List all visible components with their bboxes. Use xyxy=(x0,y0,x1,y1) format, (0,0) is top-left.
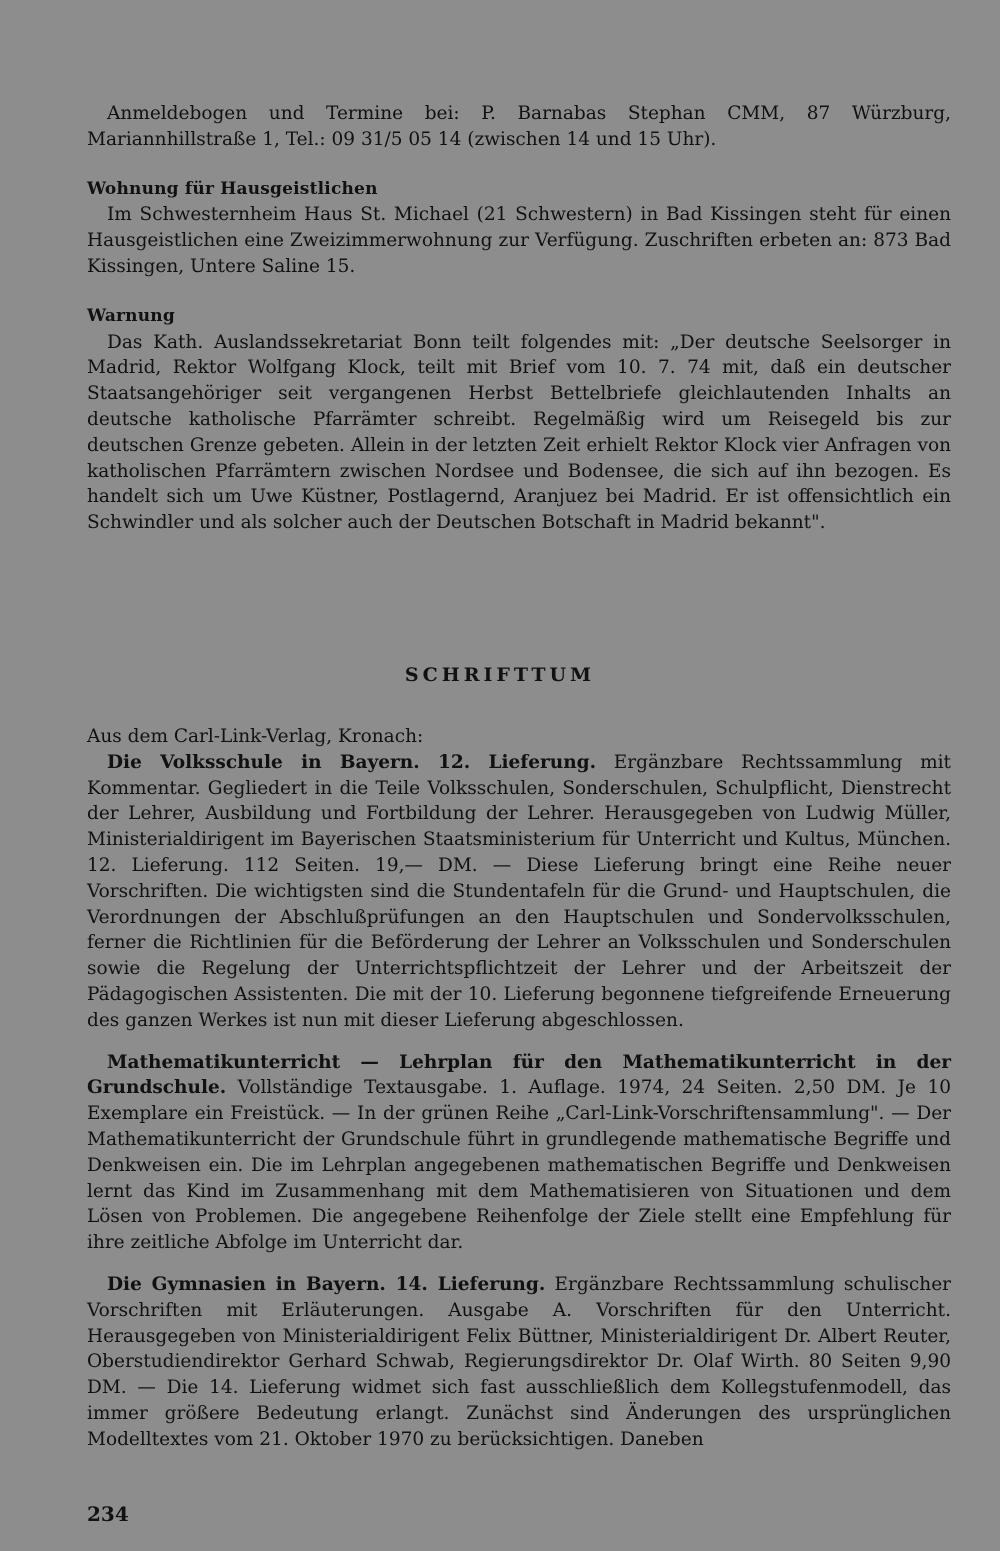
notice-heading-housing: Wohnung für Hausgeistlichen xyxy=(87,178,378,199)
publisher-line: Aus dem Carl-Link-Verlag, Kronach: xyxy=(87,726,424,747)
review-paragraph xyxy=(87,1050,951,1256)
notice-text-housing: Im Schwesternheim Haus St. Michael (21 Schwestern) in Bad Kissingen steht für einen Hausgeistlichen eine Zweizimmerwohnung zur Verfügung. Zuschriften erbeten an: 873 Bad Kissingen, Untere Saline 15. xyxy=(87,204,951,277)
review-paragraph xyxy=(87,750,951,1034)
notice-heading-warning: Warnung xyxy=(87,305,175,326)
review-text: Ergänzbare Rechtssammlung schulischer Vorschriften mit Erläuterungen. Ausgabe A. Vorschriften für den Unterricht. Herausgegeben von Ministerialdirigent Felix Büttner, Ministerialdirigent Dr. Albert Reuter, Oberstudiendirektor Gerhard Schwab, Regierungsdirektor Dr. Olaf Wirth. 80 Seiten 9,90 DM. — Die 14. Lieferung widmet sich fast ausschließlich dem Kollegstufenmodell, das immer größere Bedeutung erlangt. Zunächst sind Änderungen des ursprünglichen Modelltextes vom 21. Oktober 1970 zu berücksichtigen. Daneben xyxy=(87,1273,952,1450)
review-title: Die Gymnasien in Bayern. 14. Lieferung. xyxy=(107,1273,546,1295)
upper-block xyxy=(87,101,951,536)
page-number: 234 xyxy=(87,1502,129,1526)
review-title: Mathematikunterricht — Lehrplan für den Mathematikunterricht in der Grundschule. xyxy=(87,1051,951,1099)
review-text: Vollständige Textausgabe. 1. Auflage. 1974, 24 Seiten. 2,50 DM. Je 10 Exemplare ein Freistück. — In der grünen Reihe „Carl-Link-Vorschriftensammlung". — Der Mathematikunterricht der Grundschule führt in grundlegende mathematische Begriffe und Denkweisen ein. Die im Lehrplan angegebenen mathematischen Begriffe und Denkweisen lernt das Kind im Zusammenhang mit dem Mathematisieren von Situationen und dem Lösen von Problemen. Die angegebene Reihenfolge der Ziele stellt eine Empfehlung für ihre zeitliche Abfolge im Unterricht dar. xyxy=(87,1077,951,1254)
notice-text-warning: Das Kath. Auslandssekretariat Bonn teilt folgendes mit: „Der deutsche Seelsorger in Madrid, Rektor Wolfgang Klock, teilt mit Brief vom 10. 7. 74 mit, daß ein deutscher Staatsangehöriger seit vergangenen Herbst Bettelbriefe gleichlautenden Inhalts an deutsche katholische Pfarrämter schreibt. Regelmäßig wird um Reisegeld bis zur deutschen Grenze gebeten. Allein in der letzten Zeit erhielt Rektor Klock vier Anfragen von katholischen Pfarrämtern zwischen Nordsee und Bodensee, die sich auf ihn bezogen. Es handelt sich um Uwe Küstner, Postlagernd, Aranjuez bei Madrid. Er ist offensichtlich ein Schwindler und als solcher auch der Deutschen Botschaft in Madrid bekannt". xyxy=(87,331,951,534)
reviews-block xyxy=(87,724,951,1453)
intro-paragraph: Anmeldebogen und Termine bei: P. Barnabas Stephan CMM, 87 Würzburg, Mariannhillstraße 1, Tel.: 09 31/5 05 14 (zwischen 14 und 15 Uhr). xyxy=(87,103,951,150)
review-text: Ergänzbare Rechtssammlung mit Kommentar. Gegliedert in die Teile Volksschulen, Sonderschulen, Schulpflicht, Dienstrecht der Lehrer, Ausbildung und Fortbildung der Lehrer. Herausgegeben von Ludwig Müller, Ministerialdirigent im Bayerischen Staatsministerium für Unterricht und Kultus, München. 12. Lieferung. 112 Seiten. 19,— DM. — Diese Lieferung bringt eine Reihe neuer Vorschriften. Die wichtigsten sind die Stundentafeln für die Grund- und Hauptschulen, die Verordnungen der Abschlußprüfungen an den Hauptschulen und Sondervolksschulen, ferner die Richtlinien für die Beförderung der Lehrer an Volksschulen und Sonderschulen sowie die Regelung der Unterrichtspflichtzeit der Lehrer und der Arbeitszeit der Pädagogischen Assistenten. Die mit der 10. Lieferung begonnene tiefgreifende Erneuerung des ganzen Werkes ist nun mit dieser Lieferung abgeschlossen. xyxy=(87,751,951,1031)
review-title: Die Volksschule in Bayern. 12. Lieferung. xyxy=(107,751,597,773)
review-paragraph xyxy=(87,1272,951,1453)
section-title: SCHRIFTTUM xyxy=(404,664,596,686)
